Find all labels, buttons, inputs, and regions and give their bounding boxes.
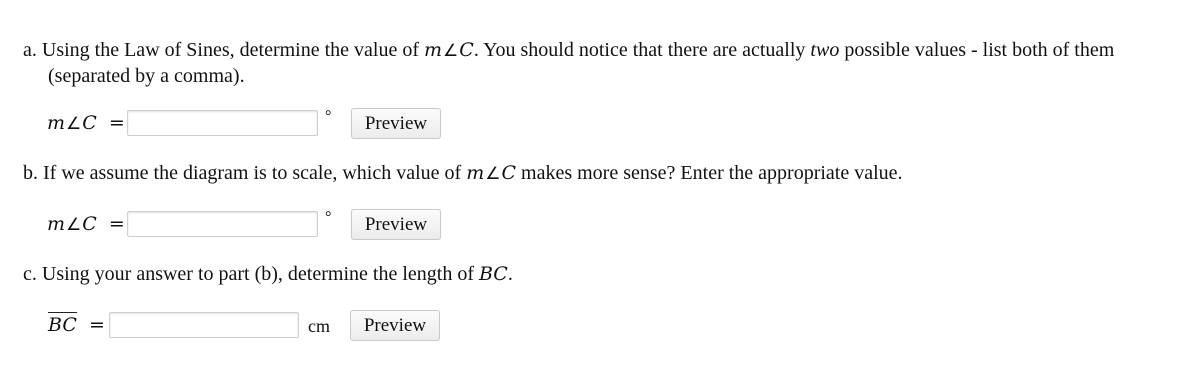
degree-unit: ° xyxy=(325,209,332,226)
angle-symbol: ∠ xyxy=(66,114,82,134)
lhs-m: m xyxy=(47,213,66,235)
preview-b-button[interactable]: Preview xyxy=(351,209,441,240)
preview-a-button[interactable]: Preview xyxy=(351,108,441,139)
answer-a-label xyxy=(47,112,125,134)
question-a-text xyxy=(23,38,1114,89)
answer-a-input[interactable] xyxy=(127,110,318,136)
lhs-var-c: C xyxy=(82,213,97,235)
question-a-emphasis: two xyxy=(810,39,840,61)
answer-c-label xyxy=(48,314,105,336)
question-a-middle: . You should notice that there are actually xyxy=(473,39,811,61)
math-segment-bc: BC xyxy=(478,263,508,285)
equals-sign: = xyxy=(88,314,105,336)
question-a-suffix: possible values - list both of them xyxy=(839,39,1115,61)
math-m: m xyxy=(424,39,443,61)
question-a-prefix: a. Using the Law of Sines, determine the value of xyxy=(23,39,424,61)
math-m: m xyxy=(466,162,485,184)
cm-unit: cm xyxy=(308,316,330,336)
angle-symbol: ∠ xyxy=(443,41,459,61)
math-var-c: C xyxy=(459,39,474,61)
answer-b-label xyxy=(47,213,125,235)
angle-symbol: ∠ xyxy=(485,164,501,184)
lhs-var-c: C xyxy=(82,112,97,134)
question-c-suffix: . xyxy=(507,263,513,285)
preview-c-button[interactable]: Preview xyxy=(350,310,440,341)
equals-sign: = xyxy=(108,112,125,134)
question-a-line2: (separated by a comma). xyxy=(48,65,245,87)
answer-c-input[interactable] xyxy=(109,312,299,338)
question-c-text xyxy=(23,262,513,287)
question-b-prefix: b. If we assume the diagram is to scale, which value of xyxy=(23,162,467,184)
math-m-angle-c xyxy=(424,39,474,61)
degree-unit: ° xyxy=(325,108,332,125)
math-m-angle-c xyxy=(466,162,516,184)
lhs-m: m xyxy=(47,112,66,134)
angle-symbol: ∠ xyxy=(66,215,82,235)
math-var-c: C xyxy=(501,162,517,184)
question-c-prefix: c. Using your answer to part (b), determine the length of xyxy=(23,263,479,285)
question-b-text xyxy=(23,161,903,187)
segment-bc-overline: BC xyxy=(48,314,77,336)
answer-b-input[interactable] xyxy=(127,211,318,237)
equals-sign: = xyxy=(108,213,125,235)
question-b-suffix: makes more sense? Enter the appropriate value. xyxy=(516,162,903,184)
